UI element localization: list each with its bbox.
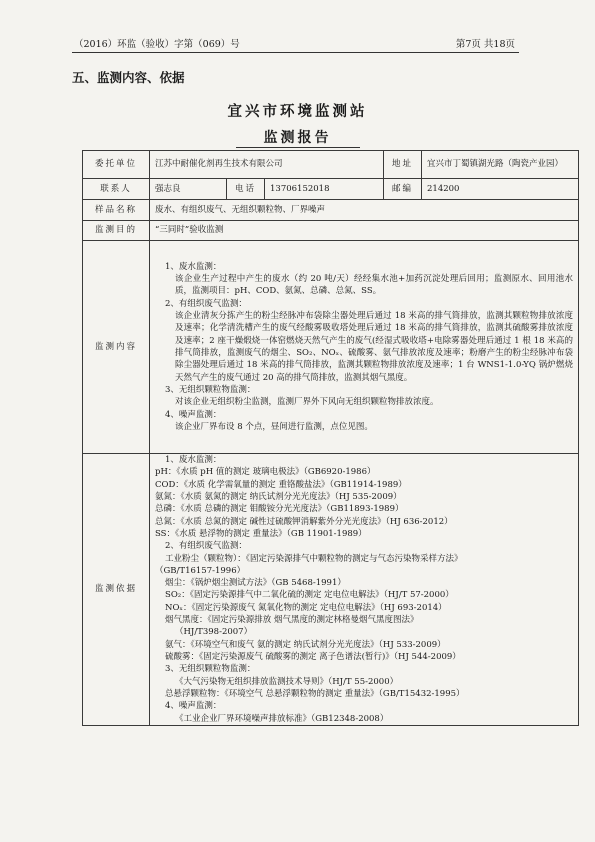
basis-line: pH：《水质 pH 值的测定 玻璃电极法》（GB6920-1986）	[155, 467, 376, 478]
report-title: 监测报告	[263, 130, 332, 146]
sample-label: 样品名称	[83, 200, 150, 221]
page-number: 第7页 共18页	[455, 39, 515, 50]
basis-line: 1、废水监测：	[165, 455, 222, 465]
basis-line: 3、无组织颗粒物监测：	[165, 664, 256, 675]
basis-line: 《大气污染物无组织排放监测技术导则》（HJ/T 55-2000）	[175, 676, 399, 687]
basis-line: COD：《水质 化学需氧量的测定 重铬酸盐法》（GB11914-1989）	[155, 479, 407, 490]
phone-value: 13706152018	[265, 179, 384, 200]
postcode-label: 邮编	[384, 179, 422, 200]
contact-value: 强志良	[150, 179, 227, 200]
basis-line: 烟气黑度：《固定污染源排放 烟气黑度的测定林格曼烟气黑度图法》	[165, 615, 419, 626]
content-item-title: 1、废水监测：	[165, 261, 222, 272]
basis-line: SO₂：《固定污染源排气中二氧化硫的测定 定电位电解法》（HJ/T 57-2000）	[165, 590, 454, 601]
table-row	[83, 200, 579, 221]
section-title: 五、监测内容、依据	[72, 70, 185, 85]
basis-line: NOₓ：《固定污染源废气 氮氧化物的测定 定电位电解法》（HJ 693-2014）	[165, 602, 447, 613]
basis-line: 2、有组织废气监测：	[165, 541, 247, 552]
basis-line: SS：《水质 悬浮物的测定 重量法》（GB 11901-1989）	[155, 528, 367, 539]
content-item-title: 4、噪声监测：	[165, 409, 222, 420]
basis-line: 总悬浮颗粒物：《环境空气 总悬浮颗粒物的测定 重量法》（GB/T15432-1995）	[165, 688, 465, 699]
basis-line: （GB/T16157-1996）	[155, 565, 246, 576]
content-item-body: 该企业厂界布设 8 个点，昼间进行监测，点位见图。	[175, 421, 373, 432]
basis-line: 总氮：《水质 总氮的测定 碱性过硫酸钾消解紫外分光光度法》（HJ 636-2012）	[155, 516, 453, 527]
organization-name: 宜兴市环境监测站	[227, 103, 368, 120]
commission-value: 江苏中耐催化剂再生技术有限公司	[150, 151, 384, 179]
basis-line: 硫酸雾：《固定污染源废气 硫酸雾的测定 离子色谱法(暂行)》（HJ 544-2009）	[165, 652, 461, 662]
document-number: （2016）环监（验收）字第（069）号	[74, 39, 240, 50]
content-item-title: 3、无组织颗粒物监测：	[165, 384, 256, 395]
address-value: 宜兴市丁蜀镇湖光路（陶瓷产业园）	[422, 151, 579, 179]
table-row	[83, 241, 579, 454]
content-label: 监测内容	[83, 241, 150, 454]
basis-line: 氨氮：《水质 氨氮的测定 纳氏试剂分光光度法》（HJ 535-2009）	[155, 491, 402, 502]
header-rule	[72, 52, 519, 53]
page-header	[74, 36, 515, 50]
monitoring-content	[150, 241, 579, 454]
table-row	[83, 454, 579, 726]
basis-label: 监测依据	[83, 454, 150, 726]
table-row	[83, 151, 579, 179]
contact-label: 联系人	[83, 179, 150, 200]
purpose-value: “三同时”验收监测	[150, 221, 579, 241]
content-item-body: 该企业生产过程中产生的废水（约 20 吨/天）经经集水池+加药沉淀处理后回用；监测原水、回用池水质，监测项目：pH、COD、氨氮、总磷、总氮、SS。	[175, 274, 573, 297]
basis-line: 总磷：《水质 总磷的测定 钼酸铵分光光度法》（GB11893-1989）	[155, 504, 404, 515]
basis-line: 4、噪声监测：	[165, 701, 222, 712]
address-label: 地址	[384, 151, 422, 179]
table-row	[83, 221, 579, 241]
content-item-body: 对该企业无组织粉尘监测，监测厂界外下风向无组织颗粒物排放浓度。	[175, 397, 439, 408]
basis-line: 氨气：《环境空气和废气 氨的测定 纳氏试剂分光光度法》（HJ 533-2009）	[165, 639, 446, 650]
basis-line: 《工业企业厂界环境噪声排放标准》（GB12348-2008）	[175, 713, 389, 724]
basis-line: （HJ/T398-2007）	[175, 627, 253, 638]
basis-line: 烟尘：《锅炉烟尘测试方法》（GB 5468-1991）	[165, 578, 346, 589]
sample-value: 废水、有组织废气、无组织颗粒物、厂界噪声	[150, 200, 579, 221]
content-item-body: 该企业清灰分拣产生的粉尘经脉冲布袋除尘器处理后通过 18 米高的排气筒排放，监测其颗粒物排放浓度及速率；化学清洗槽产生的废气经酸雾吸收塔处理后通过 18 米高的排气筒排放，监测其硫酸雾排放浓度及速率；2 座干燥煅烧一体窑燃烧天然气产生的废气(经湿式吸收塔+电除雾器处理后通过 1 根 18 米高的排气筒排放，监测废气的烟尘、SO₂、NOₓ、硫酸雾、氨气排放浓度及速率；粉磨产生的粉尘经脉冲布袋除尘器处理后通过 18 米高的排气筒排放，监测其颗粒物排放浓度及速率；1 台 WNS1-1.0-YQ 锅炉燃烧天然气产生的废气通过 20 高的排气筒排放，监测其烟气黑度。	[175, 311, 573, 383]
monitoring-basis	[150, 454, 579, 726]
commission-label: 委托单位	[83, 151, 150, 179]
report-title-underline	[236, 147, 360, 148]
postcode-value: 214200	[422, 179, 579, 200]
phone-label: 电话	[227, 179, 265, 200]
basis-line: 工业粉尘（颗粒物）：《固定污染源排气中颗粒物的测定与气态污染物采样方法》	[165, 553, 463, 564]
purpose-label: 监测目的	[83, 221, 150, 241]
report-table	[82, 150, 579, 726]
content-item-title: 2、有组织废气监测：	[165, 298, 247, 309]
table-row	[83, 179, 579, 200]
